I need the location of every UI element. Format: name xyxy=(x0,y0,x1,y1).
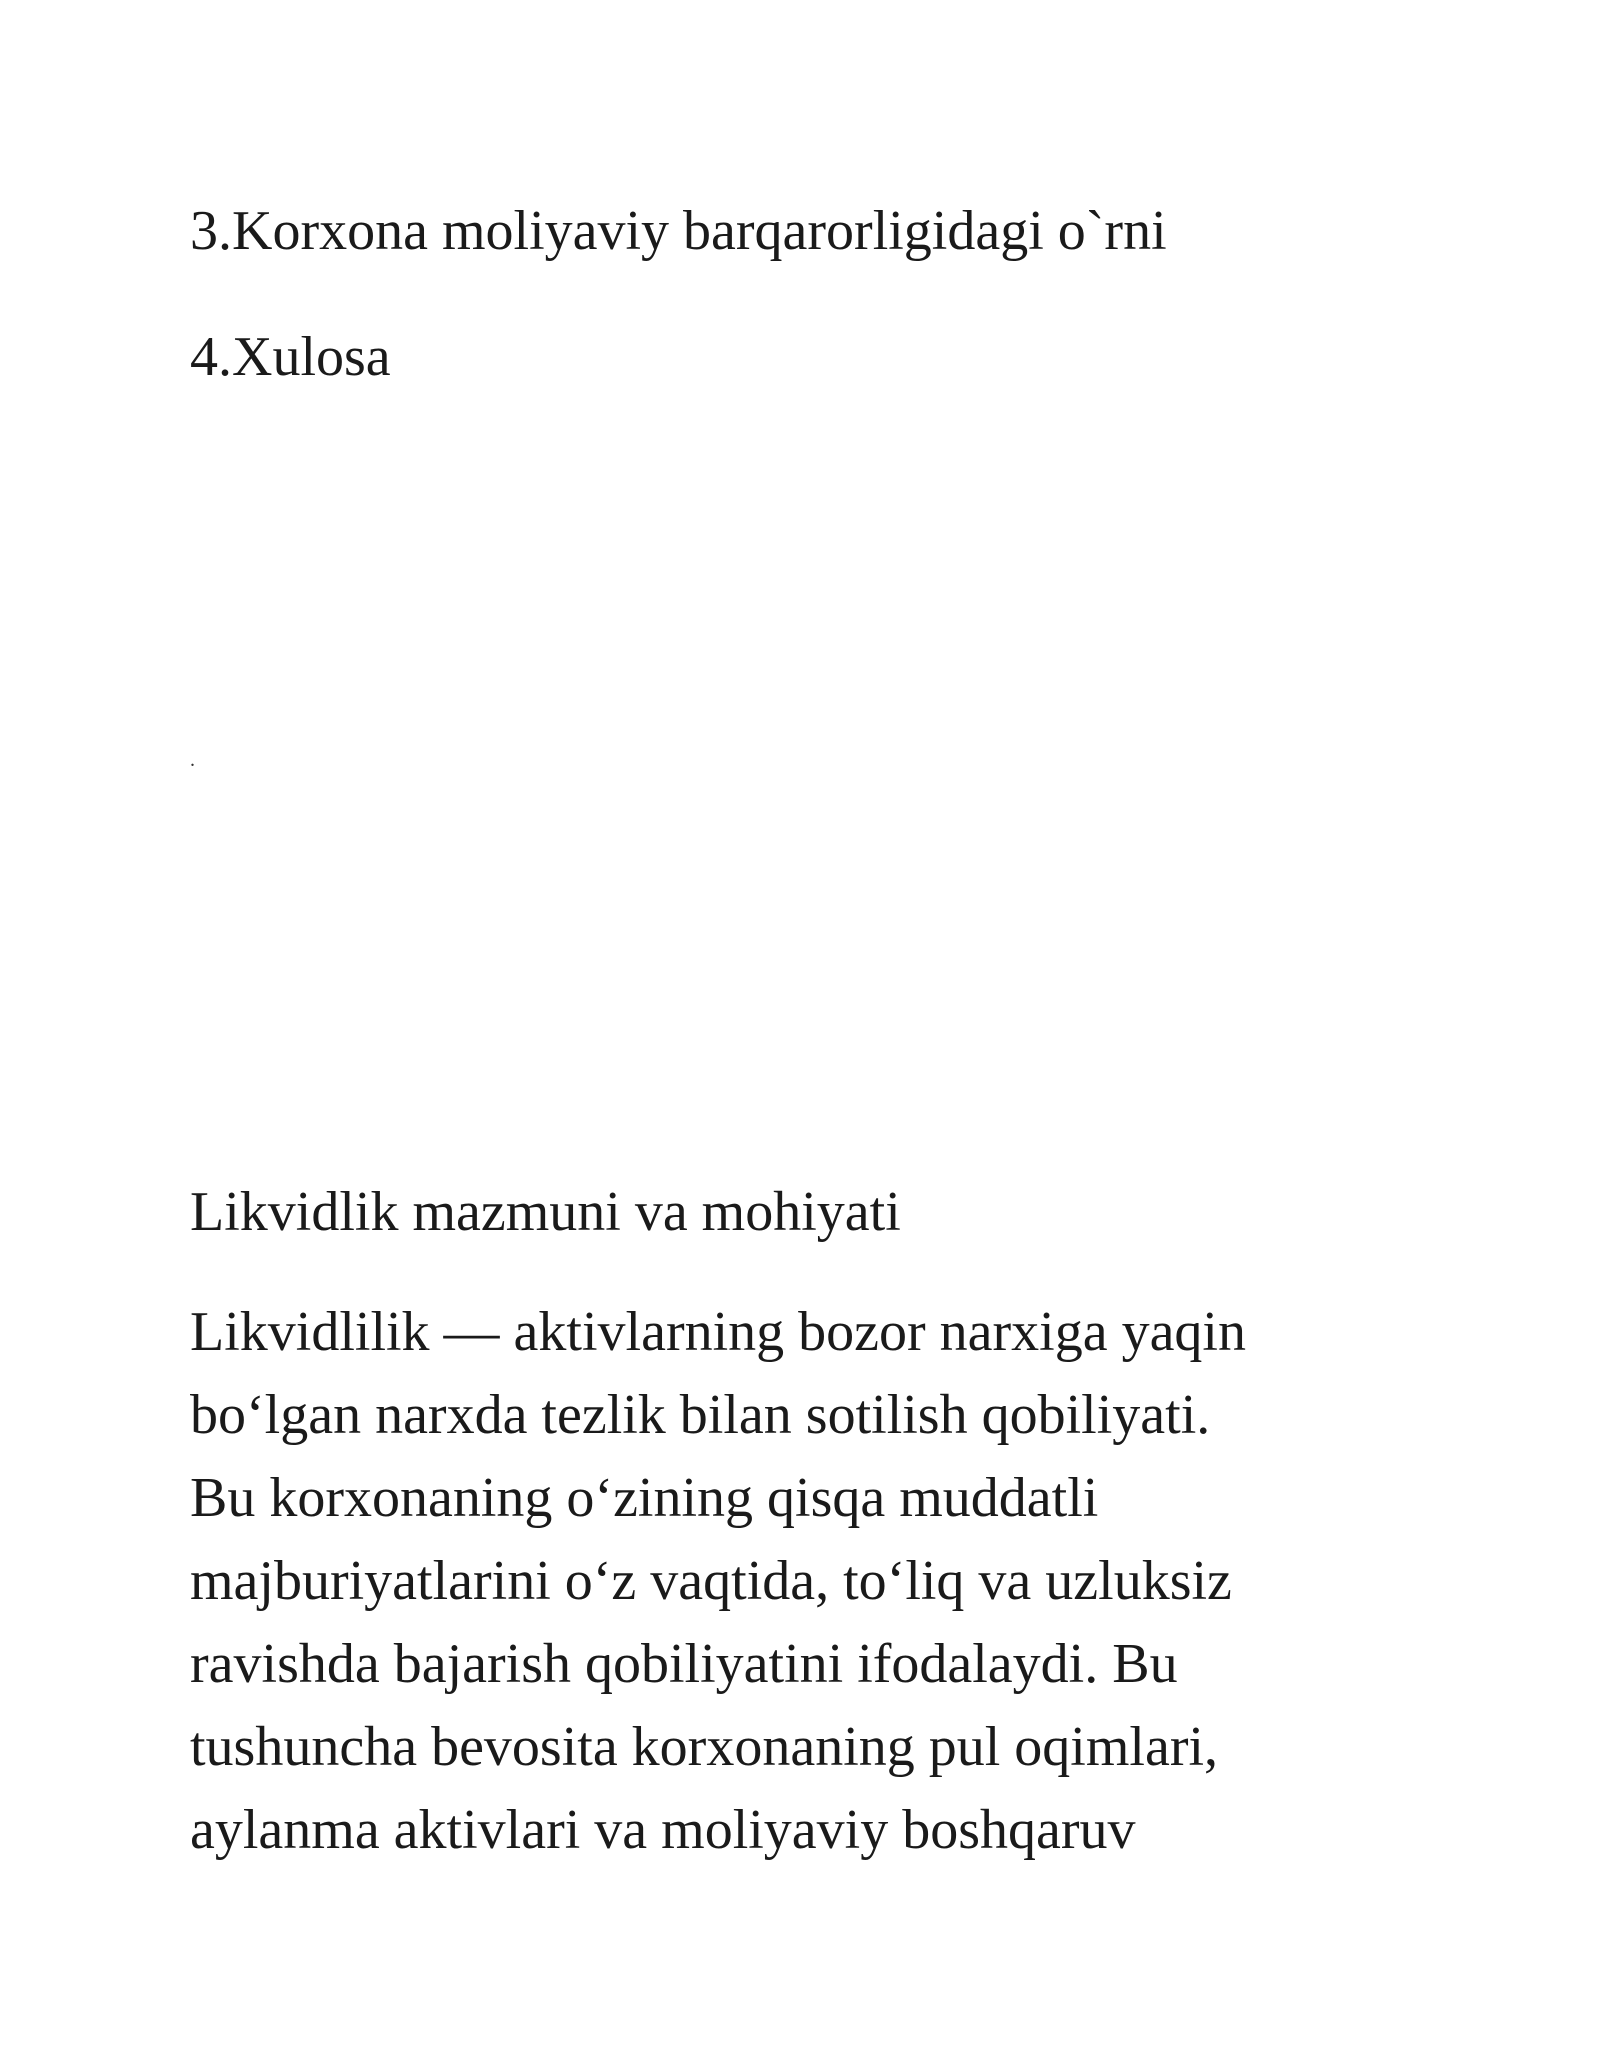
section-paragraph xyxy=(190,1291,1430,1872)
toc-item-3: 3.Korxona moliyaviy barqarorligidagi o`rni xyxy=(190,200,1167,262)
paragraph-line: ravishda bajarish qobiliyatini ifodalaydi. Bu xyxy=(190,1633,1178,1695)
stray-dot-mark: . xyxy=(190,749,195,771)
paragraph-line: majburiyatlarini o‘z vaqtida, to‘liq va uzluksiz xyxy=(190,1550,1232,1612)
paragraph-line: Likvidlilik — aktivlarning bozor narxiga yaqin xyxy=(190,1301,1246,1363)
paragraph-line: bo‘lgan narxda tezlik bilan sotilish qobiliyati. xyxy=(190,1384,1211,1446)
paragraph-line: Bu korxonaning o‘zining qisqa muddatli xyxy=(190,1467,1099,1529)
toc-item-4: 4.Xulosa xyxy=(190,326,391,388)
paragraph-line: aylanma aktivlari va moliyaviy boshqaruv xyxy=(190,1799,1136,1861)
paragraph-line: tushuncha bevosita korxonaning pul oqimlari, xyxy=(190,1716,1219,1778)
section-heading: Likvidlik mazmuni va mohiyati xyxy=(190,1181,901,1243)
